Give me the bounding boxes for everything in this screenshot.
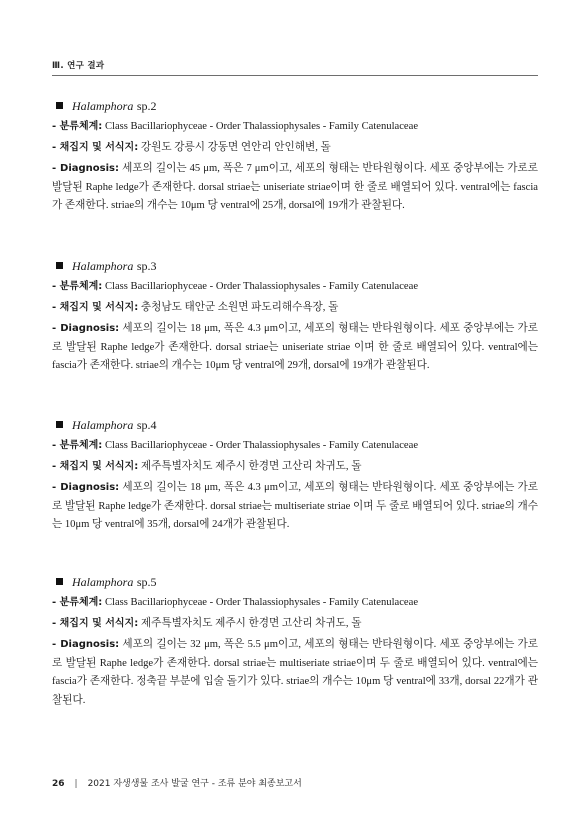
- site-line: [52, 617, 538, 631]
- site-label: - 채집지 및 서식지:: [52, 142, 139, 153]
- site-label: - 채집지 및 서식지:: [52, 302, 139, 313]
- classification-label: - 분류체계:: [52, 440, 103, 451]
- diagnosis-label: - Diagnosis:: [52, 482, 120, 493]
- species-name: sp.4: [136, 418, 157, 432]
- classification-text: Class Bacillariophyceae - Order Thalassiophysales - Family Catenulaceae: [104, 121, 419, 132]
- classification-text: Class Bacillariophyceae - Order Thalassiophysales - Family Catenulaceae: [104, 597, 419, 608]
- diagnosis-paragraph: [52, 160, 538, 216]
- classification-label: - 분류체계:: [52, 597, 103, 608]
- genus-name: Halamphora: [72, 99, 134, 113]
- diagnosis-label: - Diagnosis:: [52, 163, 120, 174]
- report-title: 2021 자생생물 조사 발굴 연구 - 조류 분야 최종보고서: [87, 779, 302, 789]
- site-text: 강원도 강릉시 강동면 연안리 안인해변, 돌: [140, 142, 331, 153]
- genus-name: Halamphora: [72, 418, 134, 432]
- genus-name: Halamphora: [72, 259, 134, 273]
- species-section-sp2: [52, 99, 538, 216]
- diagnosis-text: 세포의 길이는 45 μm, 폭은 7 μm이고, 세포의 형태는 반타원형이다. 세포 중앙부에는 가로로 발달된 Raphe ledge가 존재한다. dorsal striae는 uniseriate striae이며 한 줄로 배열되어 있다. ventral에는 fascia가 존재한다. striae의 개수는 10μm 당 ventral에 25개, dorsal에 19개가 관찰된다.: [52, 163, 539, 211]
- species-name: sp.2: [136, 99, 157, 113]
- classification-line: [52, 280, 538, 294]
- site-text: 제주특별자치도 제주시 한경면 고산리 차귀도, 돌: [140, 461, 362, 472]
- square-bullet-icon: [56, 578, 63, 585]
- diagnosis-text: 세포의 길이는 32 μm, 폭은 5.5 μm이고, 세포의 형태는 반타원형이다. 세포 중앙부에는 가로로 발달된 Raphe ledge가 존재한다. dorsal striae는 multiseriate striae이며 두 줄로 배열되어 있다. ventral에는 fascia가 존재한다. 정축끝 부분에 입술 돌기가 있다. striae의 개수는 10μm 당 ventral에 33개, dorsal 22개가 관찰된다.: [52, 639, 538, 706]
- classification-label: - 분류체계:: [52, 121, 103, 132]
- page-footer: [52, 776, 302, 789]
- diagnosis-text: 세포의 길이는 18 μm, 폭은 4.3 μm이고, 세포의 형태는 반타원형이다. 세포 중앙부에는 가로로 발달된 Raphe ledge가 존재한다. dorsal striae는 uniseriate striae 이며 한 줄로 배열되어 있다. ventral에는 fascia가 존재한다. striae의 개수는 10μm 당 ventral에 29개, dorsal에 19개가 관찰된다.: [52, 323, 538, 371]
- footer-separator: |: [74, 779, 78, 789]
- site-line: [52, 460, 538, 474]
- species-title: [52, 418, 538, 433]
- classification-line: [52, 596, 538, 610]
- species-title: [52, 99, 538, 114]
- site-line: [52, 141, 538, 155]
- classification-text: Class Bacillariophyceae - Order Thalassiophysales - Family Catenulaceae: [104, 281, 419, 292]
- site-text: 충청남도 태안군 소원면 파도리해수욕장, 돌: [140, 302, 339, 313]
- diagnosis-label: - Diagnosis:: [52, 323, 120, 334]
- diagnosis-label: - Diagnosis:: [52, 639, 120, 650]
- site-label: - 채집지 및 서식지:: [52, 461, 139, 472]
- genus-name: Halamphora: [72, 575, 134, 589]
- classification-line: [52, 439, 538, 453]
- species-name: sp.5: [136, 575, 157, 589]
- header-divider: [52, 75, 538, 76]
- diagnosis-paragraph: [52, 636, 538, 710]
- species-section-sp4: [52, 418, 538, 535]
- diagnosis-paragraph: [52, 320, 538, 376]
- site-text: 제주특별자치도 제주시 한경면 고산리 차귀도, 돌: [140, 618, 362, 629]
- site-line: [52, 301, 538, 315]
- species-title: [52, 575, 538, 590]
- species-section-sp5: [52, 575, 538, 710]
- species-name: sp.3: [136, 259, 157, 273]
- page-number: 26: [52, 779, 65, 789]
- diagnosis-text: 세포의 길이는 18 μm, 폭은 4.3 μm이고, 세포의 형태는 반타원형이다. 세포 중앙부에는 가로로 발달된 Raphe ledge가 존재한다. dorsal striae는 multiseriate striae 이며 두 줄로 배열되어 있다. striae의 개수는 10μm 당 ventral에 35개, dorsal에 24개가 관찰된다.: [52, 482, 538, 530]
- square-bullet-icon: [56, 102, 63, 109]
- species-title: [52, 259, 538, 274]
- classification-text: Class Bacillariophyceae - Order Thalassiophysales - Family Catenulaceae: [104, 440, 419, 451]
- square-bullet-icon: [56, 421, 63, 428]
- species-section-sp3: [52, 259, 538, 376]
- square-bullet-icon: [56, 262, 63, 269]
- diagnosis-paragraph: [52, 479, 538, 535]
- site-label: - 채집지 및 서식지:: [52, 618, 139, 629]
- classification-label: - 분류체계:: [52, 281, 103, 292]
- classification-line: [52, 120, 538, 134]
- chapter-header: Ⅲ. 연구 결과: [52, 61, 105, 71]
